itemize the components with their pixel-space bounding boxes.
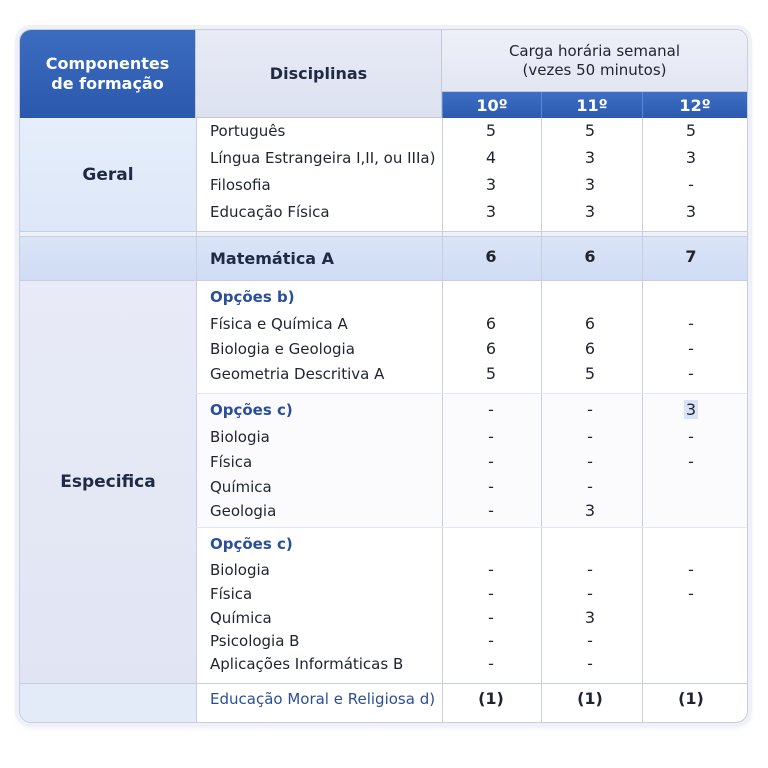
cell: - <box>587 452 593 471</box>
cell: - <box>688 560 694 579</box>
cell: - <box>488 427 494 446</box>
header-carga-line1: Carga horária semanal <box>508 41 681 60</box>
header-disciplinas: Disciplinas <box>196 30 442 118</box>
header-componentes-line1: Componentes <box>45 54 170 73</box>
grid-line <box>442 118 443 723</box>
cell: 5 <box>685 121 697 140</box>
cell: - <box>488 560 494 579</box>
cell: - <box>488 501 494 520</box>
cell: 6 <box>485 314 497 333</box>
cell: - <box>688 339 694 358</box>
cell: - <box>587 477 593 496</box>
cell: - <box>587 560 593 579</box>
grid-line <box>541 118 542 723</box>
cell: 6 <box>584 247 596 266</box>
header-carga-horaria <box>442 30 747 92</box>
row-filosofia: Filosofia <box>210 176 271 194</box>
row-educacao-fisica: Educação Física <box>210 203 330 221</box>
cell: (1) <box>678 689 704 708</box>
cell: 6 <box>485 339 497 358</box>
cell: - <box>587 584 593 603</box>
cell: 3 <box>485 202 497 221</box>
cell: - <box>587 400 593 419</box>
row-emr-band <box>20 683 196 723</box>
row-fisica-2: Física <box>210 585 253 603</box>
row-geologia: Geologia <box>210 502 277 520</box>
row-quimica: Química <box>210 478 272 496</box>
cell: 5 <box>584 121 596 140</box>
curriculum-table <box>19 29 748 723</box>
cell: (1) <box>577 689 603 708</box>
cell: - <box>587 654 593 673</box>
grid-line <box>196 118 197 723</box>
cell: 3 <box>584 608 596 627</box>
cell: - <box>488 452 494 471</box>
row-biologia: Biologia <box>210 428 270 446</box>
cell: - <box>488 400 494 419</box>
cell: 3 <box>584 175 596 194</box>
cell: 5 <box>485 121 497 140</box>
block-geral-label: Geral <box>20 118 196 231</box>
cell: - <box>688 314 694 333</box>
cell: 3 <box>685 202 697 221</box>
row-educacao-moral-religiosa: Educação Moral e Religiosa d) <box>210 690 436 708</box>
row-biologia-2: Biologia <box>210 561 270 579</box>
grid-line <box>20 280 747 281</box>
header-componentes-line2: de formação <box>51 74 164 93</box>
cell: - <box>488 608 494 627</box>
row-geometria-descritiva-a: Geometria Descritiva A <box>210 365 385 383</box>
cell: 7 <box>685 247 697 266</box>
header-year-12: 12º <box>642 92 747 118</box>
grid-line <box>196 527 747 528</box>
cell: - <box>688 452 694 471</box>
cell-highlight <box>642 400 740 419</box>
cell: - <box>488 477 494 496</box>
row-matematica: Matemática A <box>210 249 335 268</box>
header-carga-line2: (vezes 50 minutos) <box>522 60 667 79</box>
group-opcoes-c2-title: Opções c) <box>210 535 293 553</box>
row-lingua-estrangeira: Língua Estrangeira I,II, ou IIIa) <box>210 149 436 167</box>
cell: - <box>688 175 694 194</box>
highlighted-value: 3 <box>685 400 697 419</box>
cell: 5 <box>485 364 497 383</box>
block-especifica-label: Especifica <box>20 280 196 683</box>
cell: 3 <box>584 202 596 221</box>
row-portugues: Português <box>210 122 286 140</box>
grid-line <box>196 393 747 394</box>
header-componentes <box>20 30 196 118</box>
grid-line <box>20 683 747 684</box>
cell: 3 <box>584 148 596 167</box>
cell: - <box>688 427 694 446</box>
grid-line <box>20 231 747 232</box>
header-year-11: 11º <box>541 92 642 118</box>
cell: 5 <box>584 364 596 383</box>
cell: 3 <box>685 148 697 167</box>
cell: (1) <box>478 689 504 708</box>
cell: - <box>587 427 593 446</box>
cell: 3 <box>584 501 596 520</box>
cell: 6 <box>485 247 497 266</box>
row-biologia-geologia: Biologia e Geologia <box>210 340 355 358</box>
cell: - <box>488 584 494 603</box>
row-aplicacoes-informaticas-b: Aplicações Informáticas B <box>210 655 404 673</box>
cell: 6 <box>584 339 596 358</box>
cell: 4 <box>485 148 497 167</box>
cell: - <box>587 631 593 650</box>
cell: - <box>488 631 494 650</box>
grid-line <box>20 236 747 237</box>
row-fisica: Física <box>210 453 253 471</box>
row-fisica-quimica-a: Física e Química A <box>210 315 348 333</box>
grid-line <box>642 118 643 723</box>
header-year-10: 10º <box>442 92 541 118</box>
cell: 6 <box>584 314 596 333</box>
row-psicologia-b: Psicologia B <box>210 632 300 650</box>
cell: 3 <box>485 175 497 194</box>
cell: - <box>688 584 694 603</box>
cell: - <box>688 364 694 383</box>
row-quimica-2: Química <box>210 609 272 627</box>
group-opcoes-c-title: Opções c) <box>210 401 293 419</box>
cell: - <box>488 654 494 673</box>
group-opcoes-b-title: Opções b) <box>210 288 295 306</box>
